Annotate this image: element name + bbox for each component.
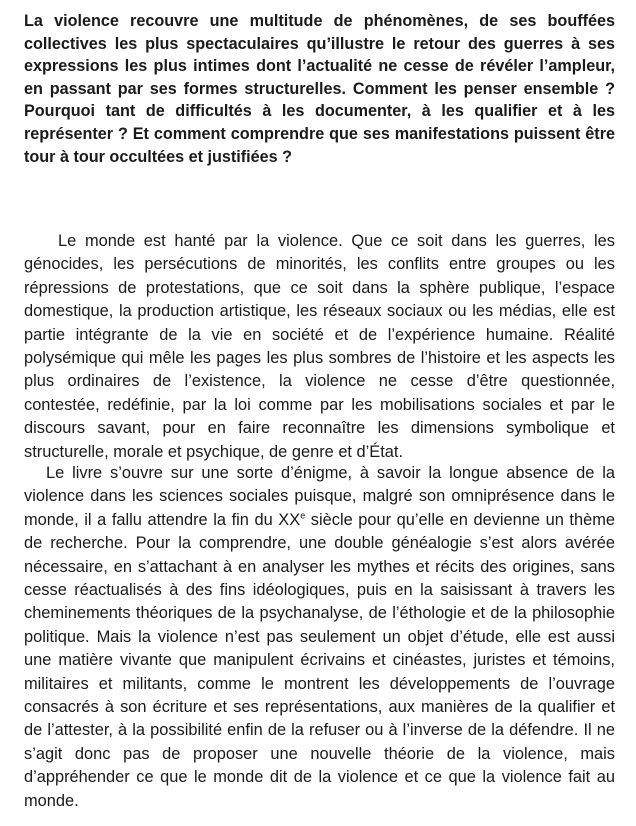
body-paragraph-2: [24, 462, 615, 813]
century-superscript: e: [300, 510, 306, 521]
body-paragraph-1: [24, 230, 615, 464]
intro-paragraph: La violence recouvre une multitude de phénomènes, de ses bouffées collectives les plus spectaculaires qu’illustre le retour des guerres à ses expressions les plus intimes dont l’actualité ne cesse de révéler l’ampleur, en passant par ses formes structurelles. Comment les penser ensemble ? Pourquoi tant de difficultés à les documenter, à les qualifier et à les représenter ? Et comment comprendre que ses manifestations puissent être tour à tour occultées et justifiées ?: [24, 12, 615, 166]
body-paragraph-2-text-end: siècle pour qu’elle en devienne un thème de recherche. Pour la comprendre, une double généalogie s’est alors avérée nécessaire, en s’attachant à en analyser les mythes et récits des origines, sans cesse réactualisés à des fins idéologiques, puis en la saisissant à travers les cheminements théoriques de la psychanalyse, de l’éthologie et de la philosophie politique. Mais la violence n’est pas seulement un objet d’étude, elle est aussi une matière vivante que manipulent écrivains et cinéastes, juristes et témoins, militaires et militants, comme le montrent les développements de l’ouvrage consacrés à son écriture et ses représentations, aux manières de la qualifier et de l’attester, à la possibilité enfin de la refuser ou à l’inverse de la défendre. Il ne s’agit donc pas de proposer une nouvelle théorie de la violence, mais d’appréhender ce que le monde dit de la violence et ce que la violence fait au monde.: [24, 510, 615, 810]
document-page: [24, 10, 615, 810]
body-paragraph-1-text: Le monde est hanté par la violence. Que ce soit dans les guerres, les génocides, les persécutions de minorités, les conflits entre groupes ou les répressions de protestations, que ce soit dans la sphère publique, l’espace domestique, la production artistique, les réseaux sociaux ou les médias, elle est partie intégrante de la vie en société et de l’expérience humaine. Réalité polysémique qui mêle les pages les plus sombres de l’histoire et les aspects les plus ordinaires de l’existence, la violence ne cesse d’être questionnée, contestée, redéfinie, par la loi comme par les mobilisations sociales et par le discours savant, pour en faire reconnaître les dimensions symbolique et structurelle, morale et psychique, de genre et d’État.: [24, 232, 615, 461]
body-paragraph-2-text-start: Le livre s’ouvre sur une sorte d’énigme, à savoir la longue absence de la violence dans les sciences sociales puisque, malgré son omniprésence dans le monde, il a fallu attendre la fin du XX: [24, 464, 615, 529]
